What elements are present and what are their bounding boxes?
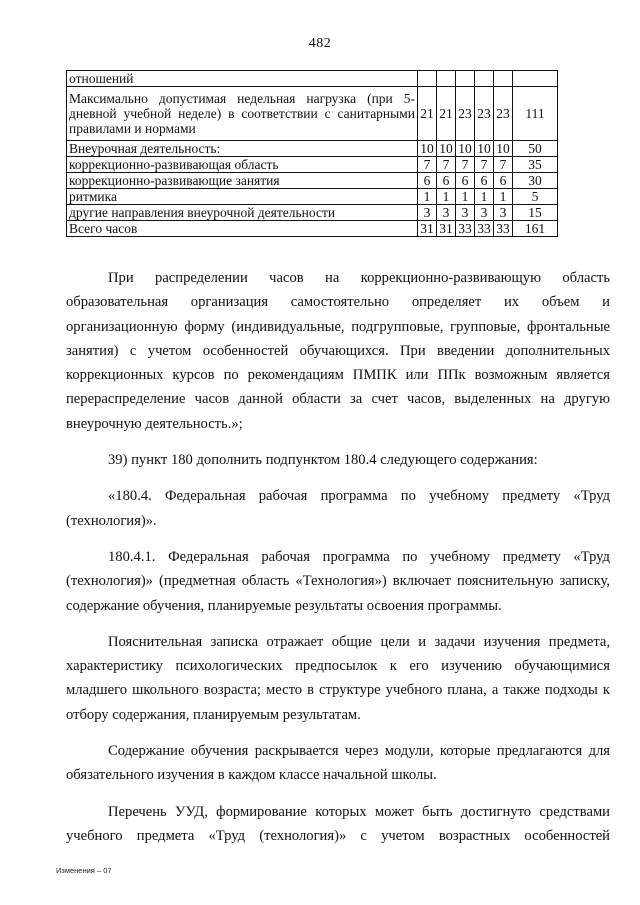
cell-grade-4 bbox=[475, 71, 494, 87]
paragraph: При распределении часов на коррекционно-развивающую область образовательная организация самостоятельно определяет их объем и организационную форму (индивидуальные, подгрупповые, групповые, фронтальные занятия) с учетом особенностей обучающихся. При введении дополнительных коррекционных курсов по рекомендациям ПМПК или ППк возможным является перераспределение часов данной области за счет часов, выделенных на другую внеурочную деятельность.»; bbox=[66, 270, 610, 432]
cell-grade-4: 3 bbox=[475, 205, 494, 221]
row-name: коррекционно-развивающая область bbox=[67, 157, 418, 173]
cell-grade-5: 23 bbox=[494, 87, 513, 141]
cell-grade-2: 7 bbox=[437, 157, 456, 173]
cell-total: 30 bbox=[513, 173, 558, 189]
cell-grade-4: 33 bbox=[475, 221, 494, 237]
cell-total: 5 bbox=[513, 189, 558, 205]
body-text bbox=[66, 266, 610, 848]
cell-total: 15 bbox=[513, 205, 558, 221]
cell-grade-5: 6 bbox=[494, 173, 513, 189]
row-name: отношений bbox=[67, 71, 418, 87]
cell-grade-3: 3 bbox=[456, 205, 475, 221]
row-name: Максимально допустимая недельная нагрузка (при 5-дневной учебной неделе) в соответствии с санитарными правилами и нормами bbox=[67, 87, 418, 141]
cell-grade-2: 3 bbox=[437, 205, 456, 221]
paragraph: Перечень УУД, формирование которых может быть достигнуто средствами учебного предмета «Труд (технология)» с учетом возрастных особенностей bbox=[66, 803, 610, 844]
row-name: другие направления внеурочной деятельности bbox=[67, 205, 418, 221]
table-row bbox=[67, 71, 558, 87]
table-row bbox=[67, 189, 558, 205]
hours-table bbox=[66, 70, 558, 237]
cell-grade-3: 7 bbox=[456, 157, 475, 173]
cell-total: 50 bbox=[513, 141, 558, 157]
cell-grade-4: 6 bbox=[475, 173, 494, 189]
cell-grade-4: 10 bbox=[475, 141, 494, 157]
cell-grade-4: 1 bbox=[475, 189, 494, 205]
cell-grade-2: 21 bbox=[437, 87, 456, 141]
table-row bbox=[67, 157, 558, 173]
cell-grade-4: 7 bbox=[475, 157, 494, 173]
cell-grade-3: 10 bbox=[456, 141, 475, 157]
cell-grade-2 bbox=[437, 71, 456, 87]
cell-total: 35 bbox=[513, 157, 558, 173]
cell-grade-2: 10 bbox=[437, 141, 456, 157]
cell-total: 111 bbox=[513, 87, 558, 141]
cell-grade-1: 21 bbox=[418, 87, 437, 141]
cell-grade-5: 10 bbox=[494, 141, 513, 157]
row-name: ритмика bbox=[67, 189, 418, 205]
cell-total bbox=[513, 71, 558, 87]
page-number: 482 bbox=[308, 36, 332, 51]
row-name: Всего часов bbox=[67, 221, 418, 237]
paragraph: «180.4. Федеральная рабочая программа по учебному предмету «Труд (технология)». bbox=[66, 488, 610, 529]
cell-grade-3: 6 bbox=[456, 173, 475, 189]
cell-grade-5: 33 bbox=[494, 221, 513, 237]
table-row bbox=[67, 221, 558, 237]
cell-grade-3: 23 bbox=[456, 87, 475, 141]
cell-grade-3: 33 bbox=[456, 221, 475, 237]
cell-grade-5: 7 bbox=[494, 157, 513, 173]
table-row bbox=[67, 87, 558, 141]
cell-grade-1: 1 bbox=[418, 189, 437, 205]
cell-grade-1: 6 bbox=[418, 173, 437, 189]
cell-grade-2: 1 bbox=[437, 189, 456, 205]
paragraph: 39) пункт 180 дополнить подпунктом 180.4 следующего содержания: bbox=[108, 452, 538, 469]
cell-grade-2: 6 bbox=[437, 173, 456, 189]
cell-grade-3 bbox=[456, 71, 475, 87]
cell-grade-1: 31 bbox=[418, 221, 437, 237]
table-row bbox=[67, 205, 558, 221]
table-row bbox=[67, 173, 558, 189]
cell-grade-1 bbox=[418, 71, 437, 87]
cell-grade-2: 31 bbox=[437, 221, 456, 237]
cell-grade-1: 10 bbox=[418, 141, 437, 157]
paragraph: 180.4.1. Федеральная рабочая программа по учебному предмету «Труд (технология)» (предметная область «Технология») включает пояснительную записку, содержание обучения, планируемые результаты освоения программы. bbox=[66, 548, 610, 614]
row-name: Внеурочная деятельность: bbox=[67, 141, 418, 157]
paragraph: Пояснительная записка отражает общие цели и задачи изучения предмета, характеристику психологических предпосылок к его изучению обучающимися младшего школьного возраста; место в структуре учебного плана, а также подходы к отбору содержания, планируемым результатам. bbox=[66, 633, 610, 723]
cell-grade-1: 3 bbox=[418, 205, 437, 221]
footer-note: Изменения – 07 bbox=[56, 866, 112, 875]
cell-grade-3: 1 bbox=[456, 189, 475, 205]
cell-grade-5: 1 bbox=[494, 189, 513, 205]
cell-grade-4: 23 bbox=[475, 87, 494, 141]
cell-grade-5: 3 bbox=[494, 205, 513, 221]
row-name: коррекционно-развивающие занятия bbox=[67, 173, 418, 189]
cell-grade-5 bbox=[494, 71, 513, 87]
cell-grade-1: 7 bbox=[418, 157, 437, 173]
paragraph: Содержание обучения раскрывается через модули, которые предлагаются для обязательного изучения в каждом классе начальной школы. bbox=[66, 743, 610, 784]
cell-total: 161 bbox=[513, 221, 558, 237]
table-row bbox=[67, 141, 558, 157]
